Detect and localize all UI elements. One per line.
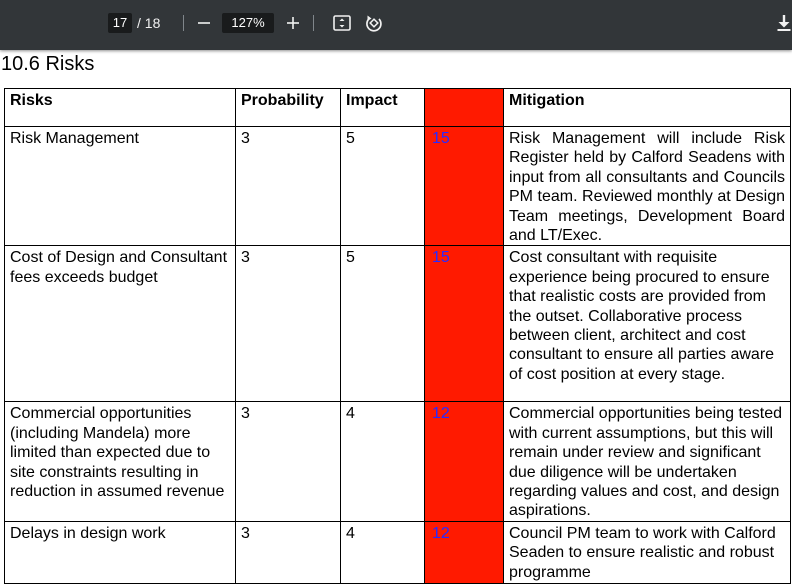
mitigation-cell: Commercial opportunities being tested with current assumptions, but this will remain under review and significant due diligence will be undertaken regarding values and cost, and design aspirations. [504, 402, 791, 521]
table-row [5, 246, 791, 402]
mitigation-cell: Cost consultant with requisite experience being procured to ensure that realistic costs are provided from the outset. Collaborative process between client, architect and cost consultant to ensure all parties aware of cost position at every stage. [504, 246, 791, 402]
risk-cell: Cost of Design and Consultant fees exceeds budget [5, 246, 236, 402]
column-header-mitigation: Mitigation [504, 89, 791, 127]
column-header-probability: Probability [236, 89, 341, 127]
risk-cell: Delays in design work [5, 521, 236, 583]
score-cell: 15 [425, 127, 504, 246]
table-header-row [5, 89, 791, 127]
impact-cell: 4 [341, 521, 425, 583]
rotate-button[interactable] [362, 11, 386, 35]
score-cell: 12 [425, 521, 504, 583]
zoom-level-input[interactable]: 127% [222, 13, 274, 33]
mitigation-cell: Risk Management will include Risk Register held by Calford Seadens with input from all consultants and Councils PM team. Reviewed monthly at Design Team meetings, Development Board and LT/Exec. [504, 127, 791, 246]
toolbar-divider [313, 15, 314, 31]
score-cell: 12 [425, 402, 504, 521]
score-cell: 15 [425, 246, 504, 402]
zoom-in-button[interactable] [281, 11, 305, 35]
impact-cell: 5 [341, 127, 425, 246]
page-total: / 18 [137, 15, 161, 31]
column-header-impact: Impact [341, 89, 425, 127]
risk-cell: Risk Management [5, 127, 236, 246]
pdf-toolbar [0, 0, 792, 50]
impact-cell: 5 [341, 246, 425, 402]
page-number-input[interactable]: 17 [108, 13, 132, 33]
section-heading: 10.6 Risks [1, 53, 95, 75]
column-header-score [425, 89, 504, 127]
probability-cell: 3 [236, 402, 341, 521]
plus-icon [286, 16, 300, 30]
download-button[interactable] [772, 11, 792, 35]
probability-cell: 3 [236, 246, 341, 402]
table-row [5, 521, 791, 583]
download-icon [776, 14, 792, 32]
rotate-icon [364, 13, 384, 33]
mitigation-cell: Council PM team to work with Calford Seaden to ensure realistic and robust programme [504, 521, 791, 583]
fit-page-button[interactable] [330, 11, 354, 35]
risk-cell: Commercial opportunities (including Mandela) more limited than expected due to site constraints resulting in reduction in assumed revenue [5, 402, 236, 521]
probability-cell: 3 [236, 127, 341, 246]
table-row [5, 127, 791, 246]
zoom-out-button[interactable] [192, 11, 216, 35]
impact-cell: 4 [341, 402, 425, 521]
probability-cell: 3 [236, 521, 341, 583]
table-row [5, 402, 791, 521]
fit-page-icon [332, 13, 352, 33]
toolbar-divider [183, 15, 184, 31]
minus-icon [197, 16, 211, 30]
column-header-risks: Risks [5, 89, 236, 127]
risk-table [4, 88, 791, 584]
